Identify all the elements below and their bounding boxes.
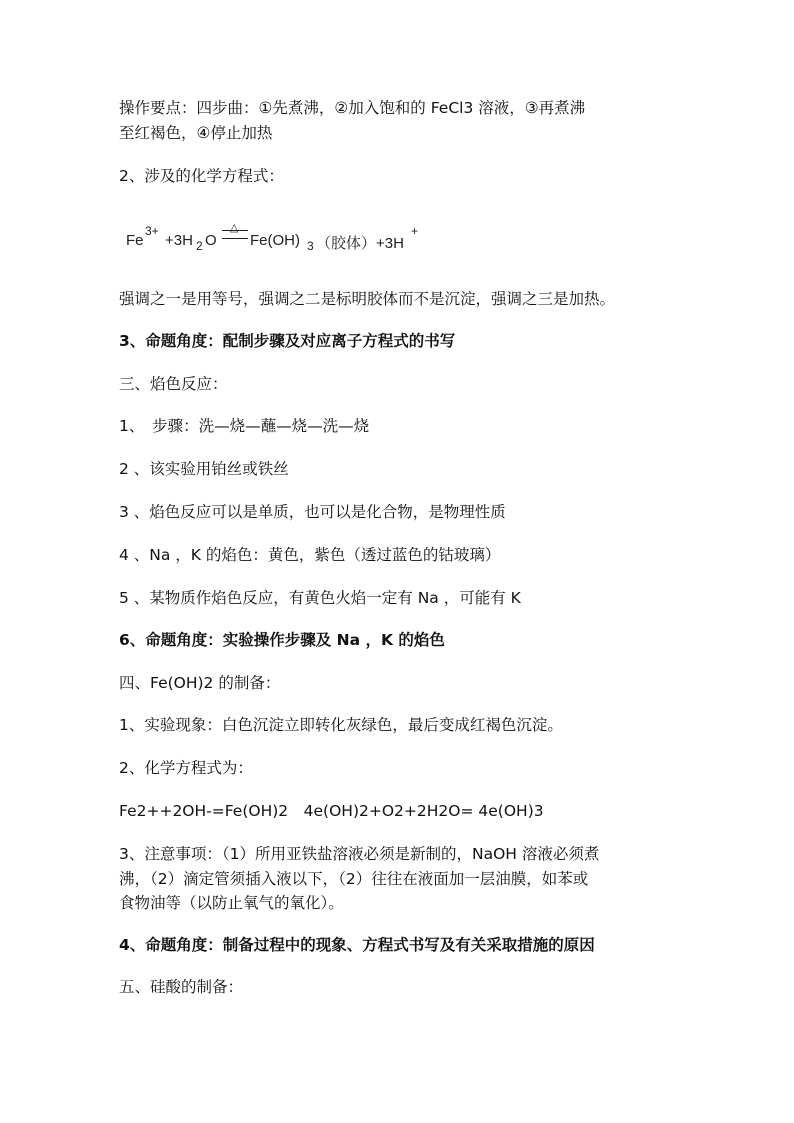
formula-h-sub: 2	[196, 239, 203, 253]
line-10: 4 、Na ，K 的焰色：黄色，紫色（透过蓝色的钴玻璃）	[119, 546, 501, 564]
line-21: 五、硅酸的制备：	[119, 978, 244, 996]
line-19: 食物油等（以防止氧气的氧化）。	[119, 894, 344, 912]
formula-colloid: （胶体）+3H	[316, 235, 404, 252]
line-4: 强调之一是用等号，强调之二是标明胶体而不是沉淀，强调之三是加热。	[119, 290, 616, 308]
line-18: 沸，（2）滴定管须插入液以下，（2）往往在液面加一层油膜，如苯或	[119, 870, 589, 888]
formula-fe: Fe	[126, 232, 144, 249]
formula-3h: +3H	[165, 232, 193, 249]
equals-sign	[222, 230, 248, 239]
line-2: 至红褐色，④停止加热	[119, 124, 273, 142]
heat-symbol: △	[230, 222, 239, 234]
line-11: 5 、某物质作焰色反应，有黄色火焰一定有 Na ，可能有 K	[119, 589, 521, 607]
line-20: 4、命题角度：制备过程中的现象、方程式书写及有关采取措施的原因	[119, 936, 595, 954]
formula-product-sub: 3	[307, 239, 314, 253]
line-14: 1、实验现象：白色沉淀立即转化灰绿色，最后变成红褐色沉淀。	[119, 716, 563, 734]
formula-fe-charge: 3+	[145, 224, 159, 238]
line-8: 2 、该实验用铂丝或铁丝	[119, 460, 289, 478]
formula-h-charge: +	[411, 224, 419, 238]
formula-product: Fe(OH)	[250, 232, 300, 249]
line-7: 1、 步骤：洗—烧—蘸—烧—洗—烧	[119, 417, 370, 435]
line-3: 2、涉及的化学方程式：	[119, 167, 284, 185]
fe3-hydrolysis-equation	[126, 222, 426, 262]
line-16: Fe2++2OH-=Fe(OH)2 4e(OH)2+O2+2H2O= 4e(OH)3	[119, 802, 544, 820]
line-17: 3、注意事项：（1）所用亚铁盐溶液必须是新制的，NaOH 溶液必须煮	[119, 845, 600, 863]
line-13: 四、Fe(OH)2 的制备：	[119, 674, 281, 692]
line-12: 6、命题角度：实验操作步骤及 Na ，K 的焰色	[119, 631, 445, 649]
line-5: 3、命题角度：配制步骤及对应离子方程式的书写	[119, 332, 456, 350]
line-15: 2、化学方程式为：	[119, 759, 253, 777]
formula-o: O	[205, 232, 217, 249]
line-6: 三、焰色反应：	[119, 375, 228, 393]
line-1: 操作要点：四步曲：①先煮沸，②加入饱和的 FeCl3 溶液，③再煮沸	[119, 99, 586, 117]
line-9: 3 、焰色反应可以是单质，也可以是化合物，是物理性质	[119, 503, 506, 521]
